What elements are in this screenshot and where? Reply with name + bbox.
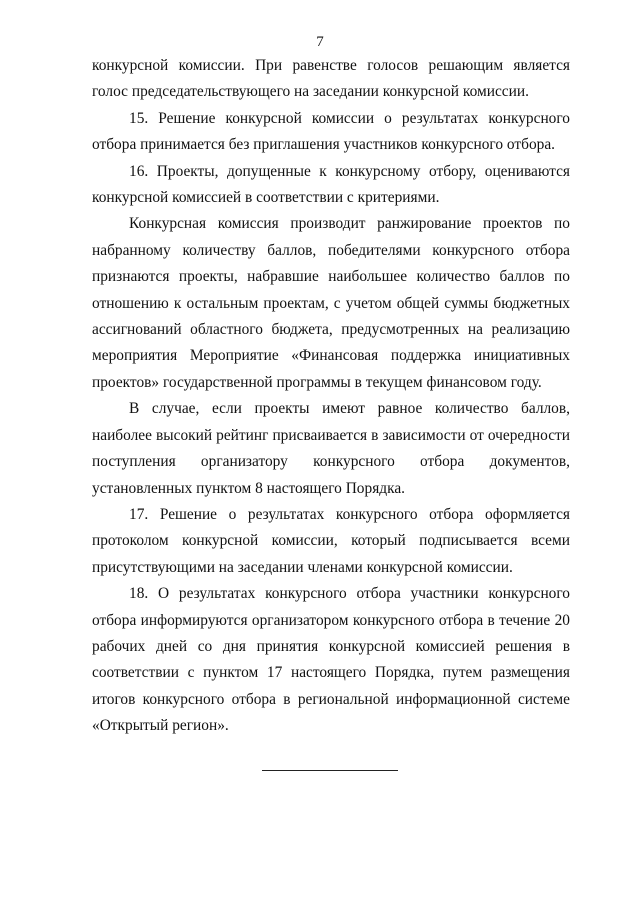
paragraph-item-15: 15. Решение конкурсной комиссии о результатах конкурсного отбора принимается без приглашения участников конкурсного отбора.	[92, 109, 570, 154]
paragraph-item-18: 18. О результатах конкурсного отбора участники конкурсного отбора информируются организатором конкурсного отбора в течение 20 рабочих дней со дня принятия конкурсной комиссией решения в соответствии с пунктом 17 настоящего Порядка, путем размещения итогов конкурсного отбора в региональной информационной системе «Открытый регион».	[92, 585, 570, 735]
end-divider-line	[262, 770, 398, 771]
paragraph-item-17: 17. Решение о результатах конкурсного отбора оформляется протоколом конкурсной комиссии, который подписывается всеми присутствующими на заседании членами конкурсной комиссии.	[92, 505, 570, 576]
paragraph-continuation: конкурсной комиссии. При равенстве голосов решающим является голос председательствующего на заседании конкурсной комиссии.	[92, 57, 570, 101]
paragraph-ranking: Конкурсная комиссия производит ранжирование проектов по набранному количеству баллов, победителями конкурсного отбора признаются проекты, набравшие наибольшее количество баллов по отношению к остальным проектам, с учетом общей суммы бюджетных ассигнований областного бюджета, предусмотренных на реализацию мероприятия Мероприятие «Финансовая поддержка инициативных проектов» государственной программы в текущем финансовом году.	[92, 215, 570, 391]
document-body	[92, 53, 570, 740]
paragraph-item-16: 16. Проекты, допущенные к конкурсному отбору, оцениваются конкурсной комиссией в соответствии с критериями.	[92, 162, 570, 207]
page-number: 7	[316, 34, 324, 50]
paragraph-equal-scores: В случае, если проекты имеют равное количество баллов, наиболее высокий рейтинг присваивается в зависимости от очередности поступления организатору конкурсного отбора документов, установленных пунктом 8 настоящего Порядка.	[92, 400, 570, 497]
